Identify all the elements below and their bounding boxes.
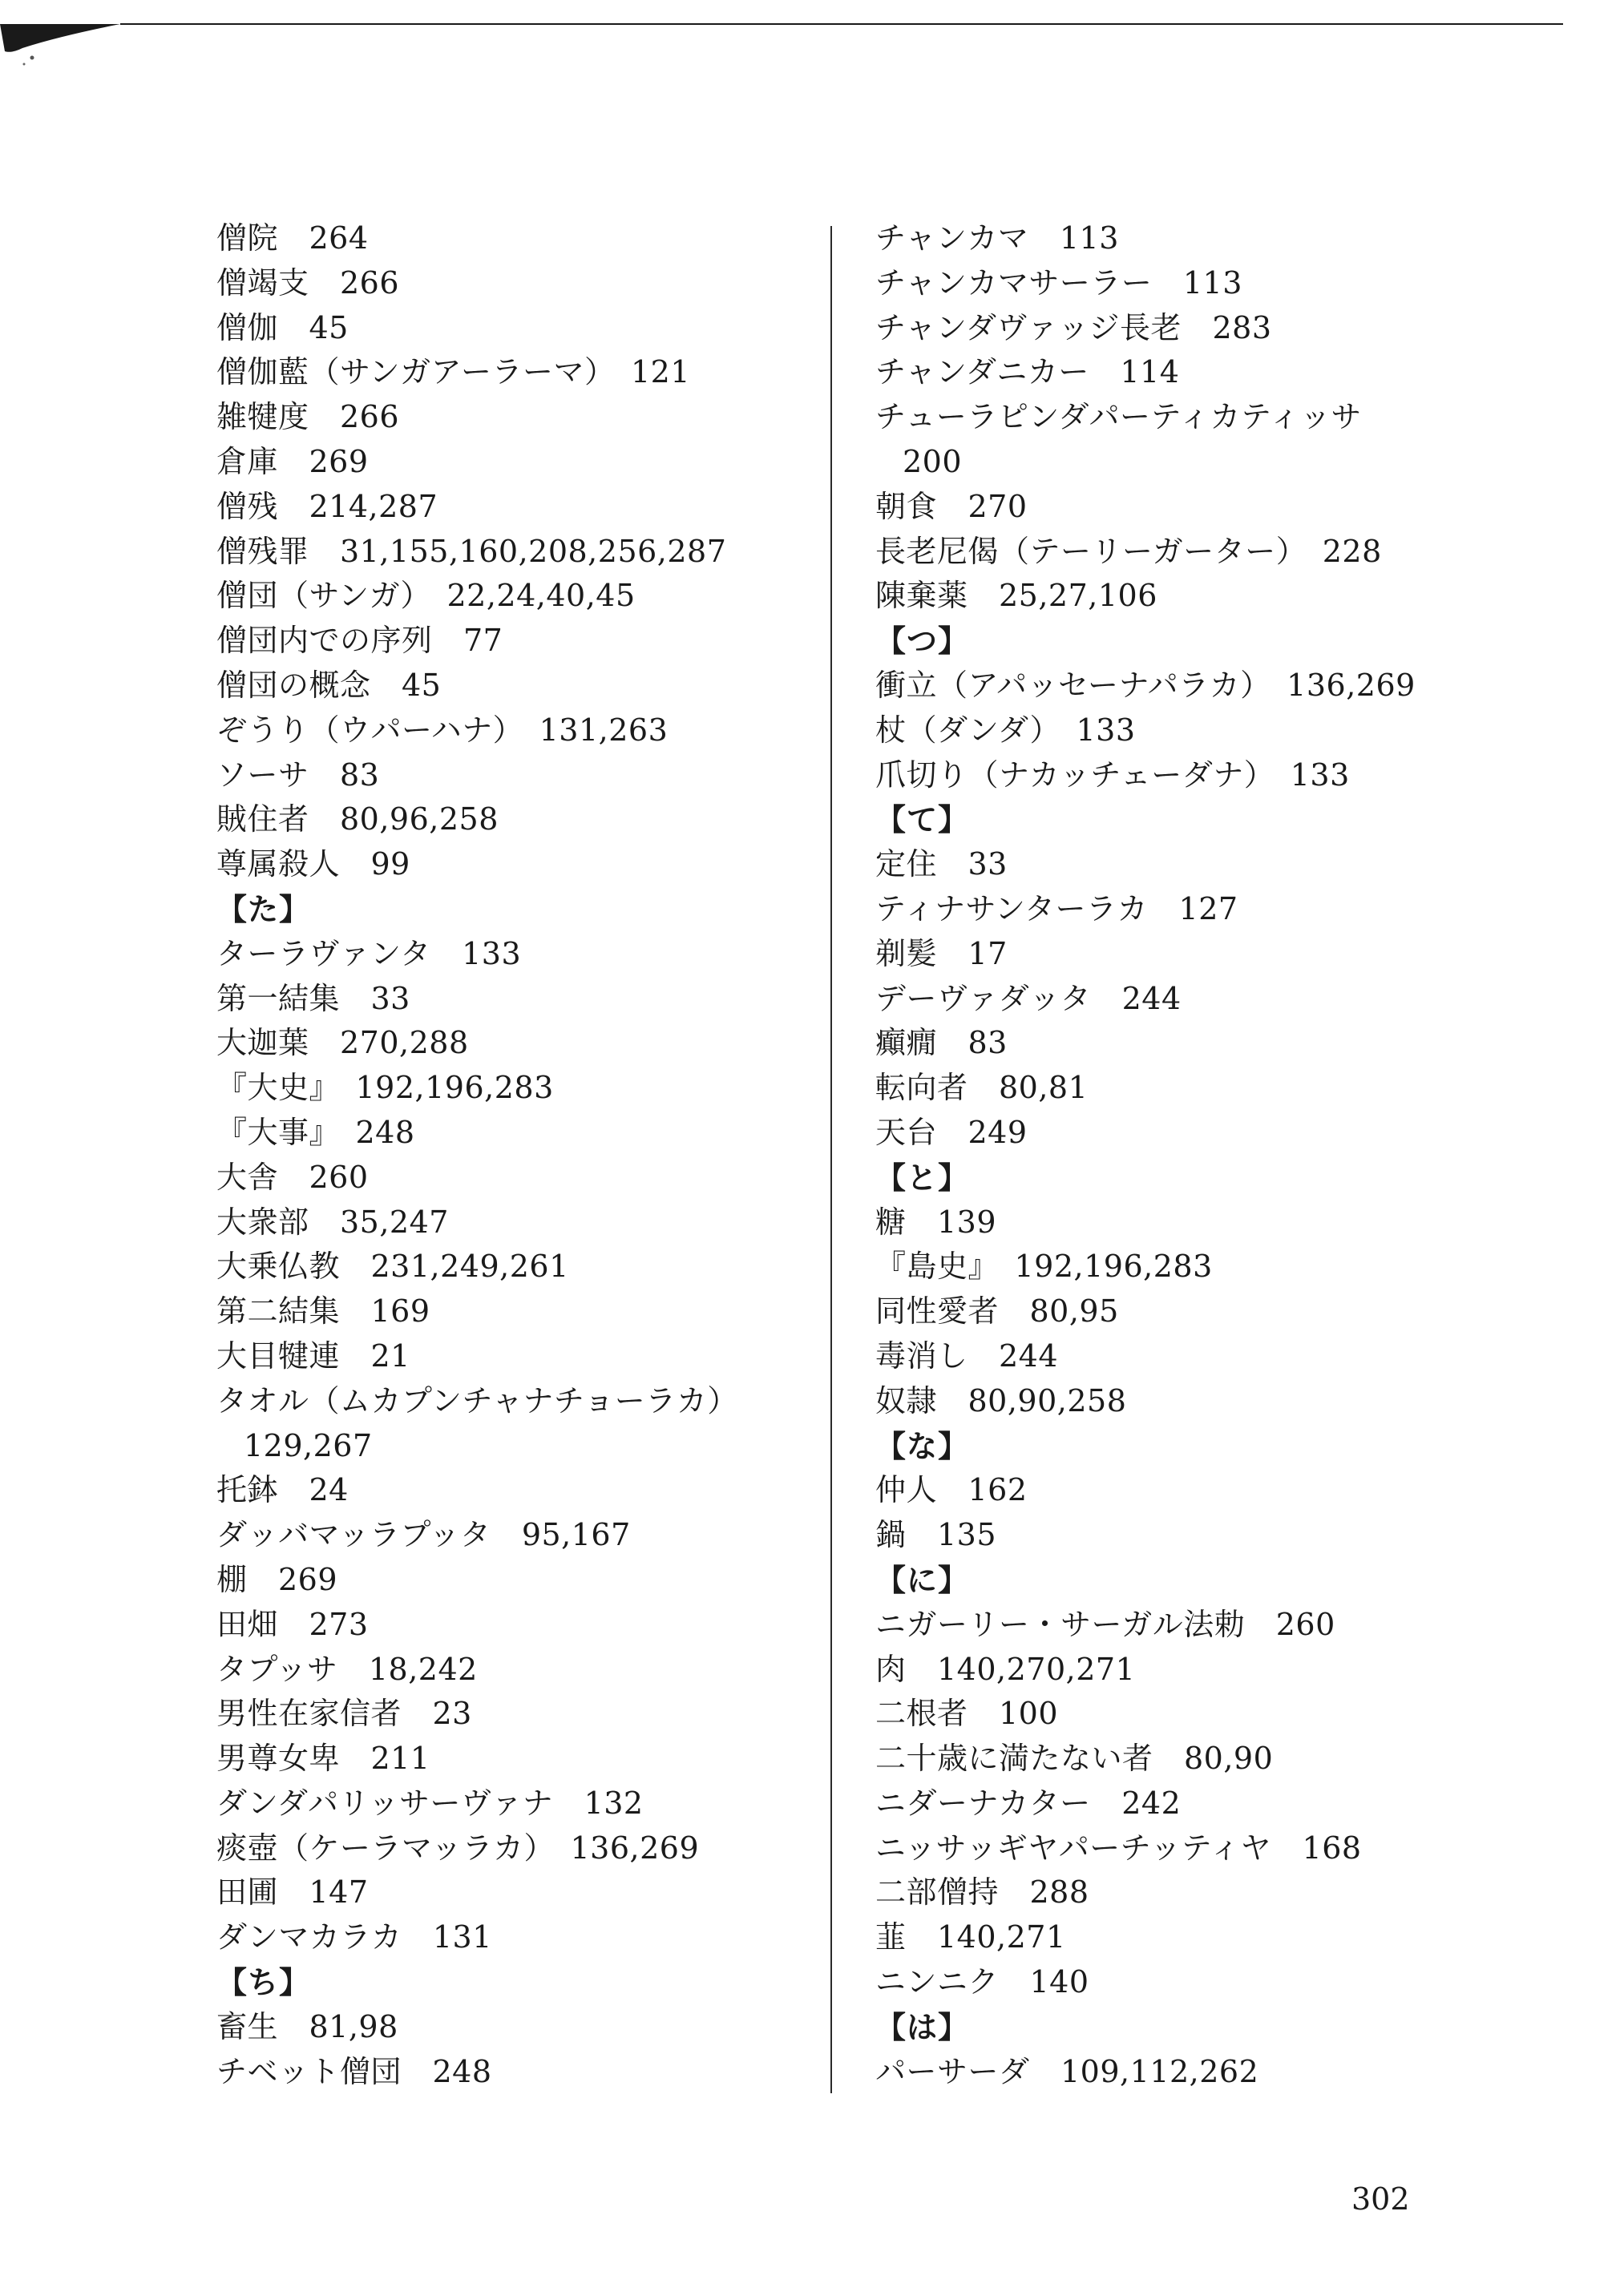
index-entry: 二十歳に満たない者 80,90 <box>875 1741 1274 1777</box>
index-entry: 同性愛者 80,95 <box>875 1293 1119 1330</box>
index-entry: チャンダニカー 114 <box>875 354 1180 390</box>
index-entry: 賊住者 80,96,258 <box>216 801 499 837</box>
index-entry: 韮 140,271 <box>875 1919 1066 1955</box>
index-entry: 大乗仏教 231,249,261 <box>216 1249 569 1285</box>
index-entry: 朝食 270 <box>875 488 1028 524</box>
index-entry: 田畑 273 <box>216 1606 369 1642</box>
index-entry: 二根者 100 <box>875 1696 1059 1732</box>
index-entry: 爪切り（ナカッチェーダナ） 133 <box>875 757 1350 793</box>
index-entry: 『島史』 192,196,283 <box>875 1249 1213 1285</box>
index-entry: ダンダパリッサーヴァナ 132 <box>216 1785 644 1821</box>
index-entry: タプッサ 18,242 <box>216 1651 478 1687</box>
section-heading: 【な】 <box>875 1427 970 1464</box>
index-entry: チューラピンダパーティカティッサ <box>875 399 1362 435</box>
index-entry: 定住 33 <box>875 846 1008 882</box>
index-entry: 僧残 214,287 <box>216 488 438 524</box>
index-entry: 大衆部 35,247 <box>216 1204 449 1240</box>
index-entry: 托鉢 24 <box>216 1472 349 1508</box>
index-entry: 『大事』 248 <box>216 1114 415 1150</box>
index-entry: ダンマカラカ 131 <box>216 1919 492 1955</box>
index-entry: 棚 269 <box>216 1561 338 1597</box>
index-entry: 僧残罪 31,155,160,208,256,287 <box>216 533 727 569</box>
index-entry: チャンカマ 113 <box>875 220 1119 256</box>
index-entry: 糖 139 <box>875 1204 997 1240</box>
index-entry: 雑犍度 266 <box>216 399 400 435</box>
section-heading: 【ち】 <box>216 1964 311 2001</box>
index-entry: 転向者 80,81 <box>875 1070 1089 1106</box>
index-entry: 癲癇 83 <box>875 1025 1008 1061</box>
index-column-right <box>875 216 1452 2094</box>
index-entry: 奴隷 80,90,258 <box>875 1382 1127 1418</box>
index-entry: 肉 140,270,271 <box>875 1651 1136 1687</box>
index-entry: ダッバマッラプッタ 95,167 <box>216 1517 631 1553</box>
index-entry: 尊属殺人 99 <box>216 846 410 882</box>
index-entry: 鍋 135 <box>875 1517 997 1553</box>
index-entry: 畜生 81,98 <box>216 2008 398 2044</box>
column-divider <box>830 226 832 2093</box>
index-entry: 剃髪 17 <box>875 935 1008 971</box>
header-rule <box>0 0 1571 72</box>
page-number: 302 <box>1351 2181 1410 2217</box>
index-entry: 僧団内での序列 77 <box>216 623 503 659</box>
index-entry: 痰壺（ケーラマッラカ） 136,269 <box>216 1830 700 1866</box>
index-entry: ぞうり（ウパーハナ） 131,263 <box>216 712 669 748</box>
index-entry: ニダーナカター 242 <box>875 1785 1182 1821</box>
index-entry: 僧伽 45 <box>216 309 349 345</box>
index-entry: 僧院 264 <box>216 220 369 256</box>
index-entry: 男性在家信者 23 <box>216 1696 472 1732</box>
index-entry: 杖（ダンダ） 133 <box>875 712 1136 748</box>
section-heading: 【た】 <box>216 890 311 927</box>
index-entry: 倉庫 269 <box>216 443 369 479</box>
index-entry: 第一結集 33 <box>216 980 410 1016</box>
index-entry: 長老尼偈（テーリーガーター） 228 <box>875 533 1382 569</box>
section-heading: 【に】 <box>875 1561 970 1598</box>
index-entry: 大目犍連 21 <box>216 1338 410 1374</box>
index-entry: 第二結集 169 <box>216 1293 430 1330</box>
index-entry: ニッサッギヤパーチッティヤ 168 <box>875 1830 1362 1866</box>
index-entry: 大迦葉 270,288 <box>216 1025 469 1061</box>
section-heading: 【は】 <box>875 2008 970 2045</box>
index-entry-continuation: 200 <box>903 443 963 479</box>
index-entry: 僧竭支 266 <box>216 264 400 301</box>
index-entry: 天台 249 <box>875 1114 1028 1150</box>
index-entry: パーサーダ 109,112,262 <box>875 2053 1259 2089</box>
index-entry: タオル（ムカプンチャナチョーラカ） <box>216 1382 738 1418</box>
index-entry: ティナサンターラカ 127 <box>875 890 1238 926</box>
index-entry: 衝立（アパッセーナパラカ） 136,269 <box>875 667 1416 703</box>
section-heading: 【つ】 <box>875 623 970 660</box>
index-entry: 陳棄薬 25,27,106 <box>875 578 1157 614</box>
index-entry: 『大史』 192,196,283 <box>216 1070 554 1106</box>
index-entry: チベット僧団 248 <box>216 2053 492 2089</box>
index-entry: ニンニク 140 <box>875 1964 1089 2000</box>
index-entry: 男尊女卑 211 <box>216 1741 430 1777</box>
index-entry: ソーサ 83 <box>216 757 380 793</box>
index-entry: 毒消し 244 <box>875 1338 1059 1374</box>
index-entry: 僧伽藍（サンガアーラーマ） 121 <box>216 354 690 390</box>
index-entry: ニガーリー・サーガル法勅 260 <box>875 1606 1335 1642</box>
index-entry: 田圃 147 <box>216 1874 369 1911</box>
index-entry: 僧団（サンガ） 22,24,40,45 <box>216 578 636 614</box>
index-entry: ターラヴァンタ 133 <box>216 935 522 971</box>
index-entry: チャンダヴァッジ長老 283 <box>875 309 1272 345</box>
index-entry: チャンカマサーラー 113 <box>875 264 1242 301</box>
section-heading: 【て】 <box>875 801 970 838</box>
index-entry: 僧団の概念 45 <box>216 667 442 703</box>
section-heading: 【と】 <box>875 1159 970 1196</box>
index-entry-continuation: 129,267 <box>244 1427 373 1463</box>
index-entry: 二部僧持 288 <box>875 1874 1089 1911</box>
index-entry: 大舎 260 <box>216 1159 369 1195</box>
index-entry: 仲人 162 <box>875 1472 1028 1508</box>
index-column-left <box>216 216 802 2094</box>
index-entry: デーヴァダッタ 244 <box>875 980 1182 1016</box>
